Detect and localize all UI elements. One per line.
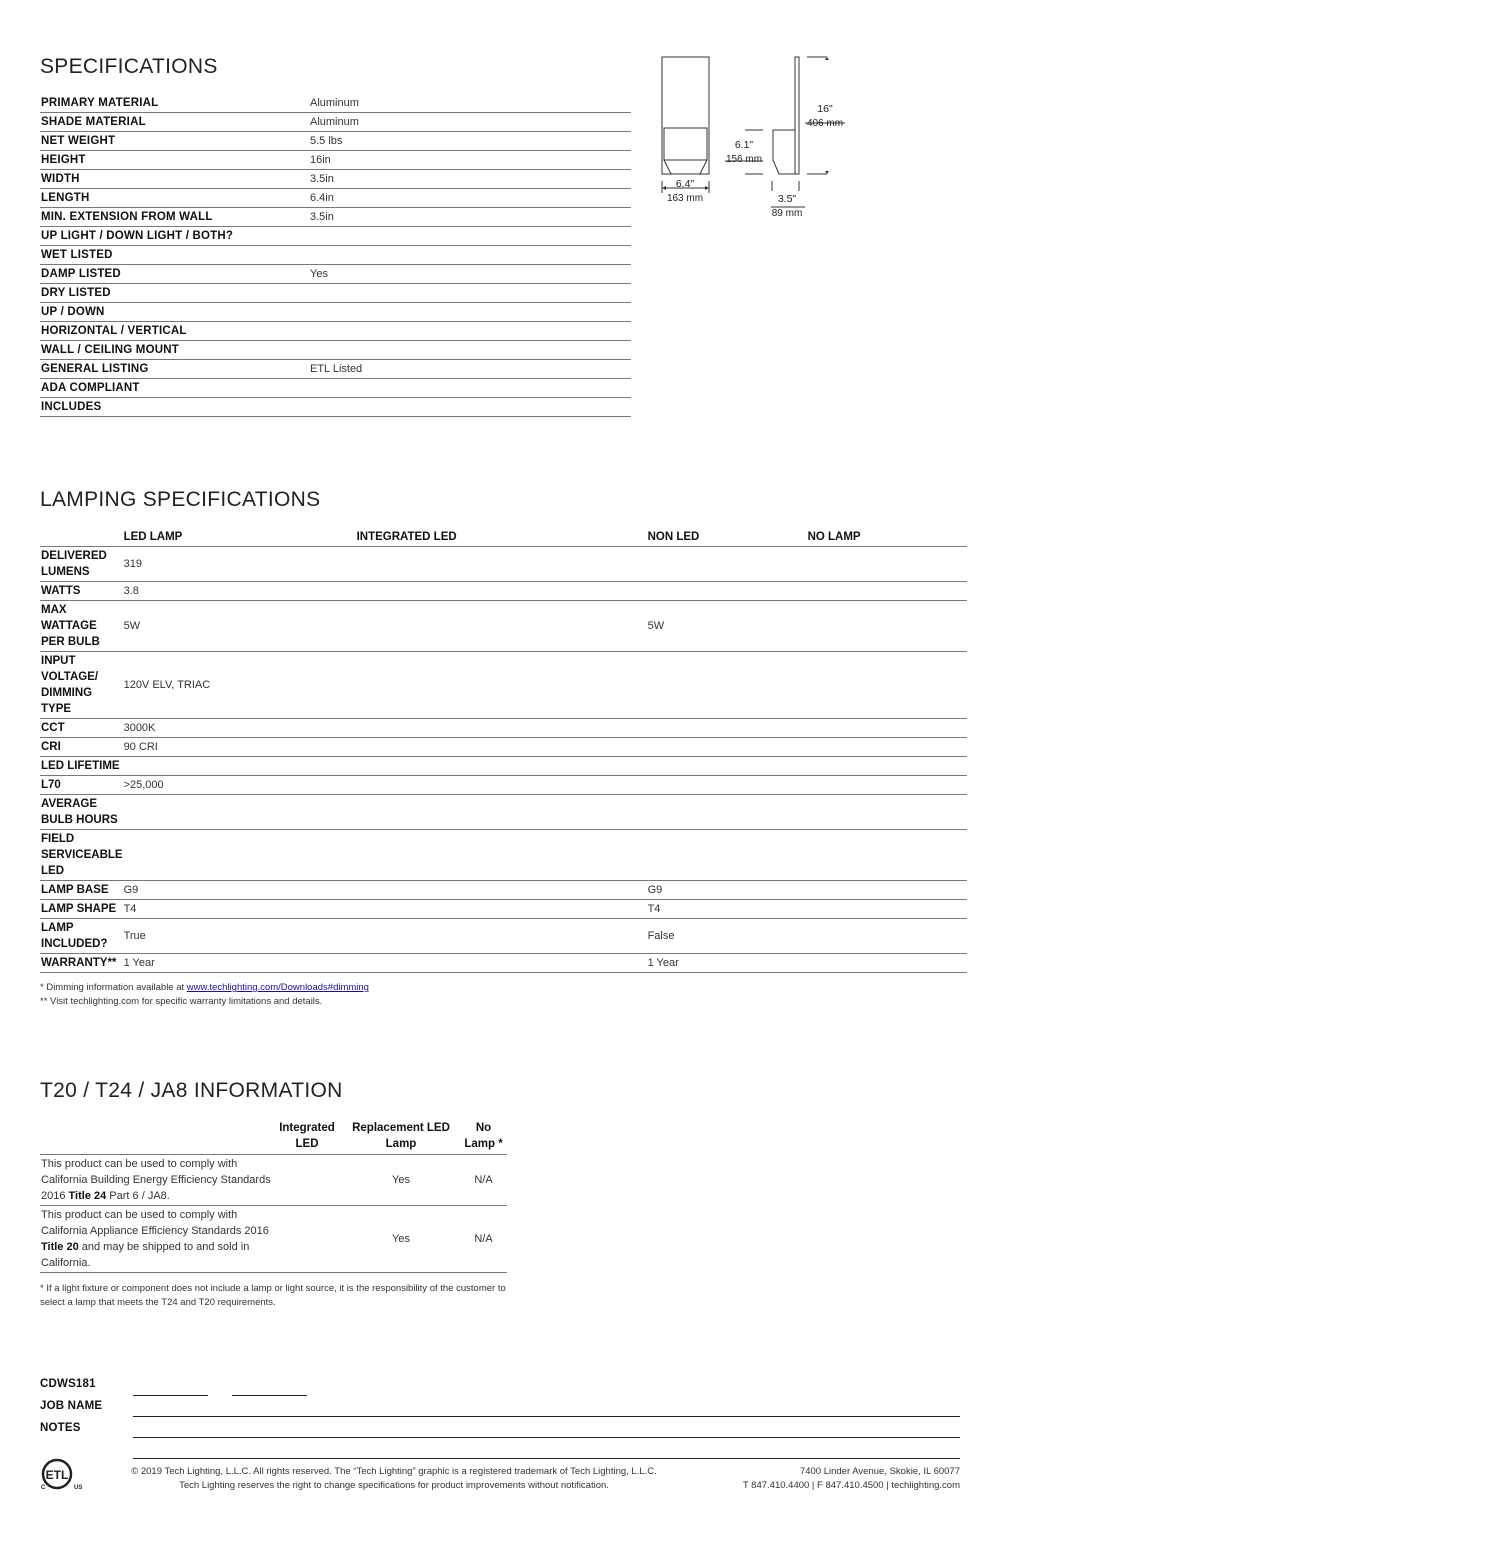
spec-label: SHADE MATERIAL	[40, 113, 309, 132]
lamping-cell-led-lamp: 319	[123, 547, 356, 582]
lamping-cell-led-lamp: 120V ELV, TRIAC	[123, 652, 356, 719]
spec-row	[40, 208, 631, 227]
spec-value	[309, 227, 631, 246]
t20-row-title20-bold: Title 20	[41, 1241, 79, 1253]
height-mm-label: 406 mm	[806, 118, 844, 129]
spec-label: ADA COMPLIANT	[40, 379, 309, 398]
spec-label: GENERAL LISTING	[40, 360, 309, 379]
lamping-cell-non-led	[647, 757, 807, 776]
lamping-cell-no-lamp	[807, 757, 967, 776]
dimming-note-text: * Dimming information available at	[40, 982, 187, 993]
spec-label: DAMP LISTED	[40, 265, 309, 284]
lamping-cell-non-led: T4	[647, 900, 807, 919]
lamping-cell-no-lamp	[807, 547, 967, 582]
lamping-row-label: DELIVERED LUMENS	[40, 547, 123, 582]
lamping-row	[40, 881, 967, 900]
spec-label: MIN. EXTENSION FROM WALL	[40, 208, 309, 227]
lamping-row	[40, 795, 967, 830]
length-mm-label: 163 mm	[666, 193, 704, 204]
footer-disclaimer: Tech Lighting reserves the right to change specifications for product improvements without notification.	[179, 1480, 609, 1491]
lamping-cell-non-led	[647, 652, 807, 719]
spec-row	[40, 113, 631, 132]
width-mm-label: 89 mm	[771, 208, 803, 219]
t20-row-title20-text: This product can be used to comply with California Appliance Efficiency Standards 2016	[41, 1209, 269, 1237]
lamping-cell-integrated-led	[356, 795, 647, 830]
spec-row	[40, 170, 631, 189]
t20-row-title24	[40, 1155, 507, 1206]
lamping-row-label: INPUT VOLTAGE/ DIMMING TYPE	[40, 652, 123, 719]
lamping-cell-no-lamp	[807, 830, 967, 881]
lamping-cell-integrated-led	[356, 776, 647, 795]
etl-logo-us: US	[74, 1485, 83, 1491]
lamping-table	[40, 528, 967, 973]
spec-row	[40, 246, 631, 265]
lamping-row	[40, 738, 967, 757]
model-field-1[interactable]	[133, 1395, 208, 1396]
t20-row-title24-desc	[40, 1155, 272, 1206]
t20-header-row	[40, 1120, 507, 1155]
notes-field-1[interactable]	[133, 1437, 960, 1438]
spec-label: LENGTH	[40, 189, 309, 208]
lamping-cell-integrated-led	[356, 738, 647, 757]
footer-phone: T 847.410.4400 | F 847.410.4500 | techlighting.com	[742, 1480, 960, 1491]
lamping-cell-non-led: 5W	[647, 601, 807, 652]
spec-label: NET WEIGHT	[40, 132, 309, 151]
spec-label: WALL / CEILING MOUNT	[40, 341, 309, 360]
lamping-cell-led-lamp: T4	[123, 900, 356, 919]
fixture-dimension-diagram	[655, 50, 855, 225]
lamping-row	[40, 601, 967, 652]
lamping-cell-no-lamp	[807, 719, 967, 738]
spec-row	[40, 94, 631, 113]
lamping-title: LAMPING SPECIFICATIONS	[40, 488, 321, 511]
lamping-header-row	[40, 528, 967, 547]
lamping-cell-integrated-led	[356, 900, 647, 919]
front-view-body	[662, 57, 709, 174]
spec-label: UP / DOWN	[40, 303, 309, 322]
lamping-row	[40, 900, 967, 919]
spec-value: 3.5in	[309, 170, 631, 189]
spec-value	[309, 284, 631, 303]
side-view-backplate	[795, 57, 799, 174]
spec-row	[40, 322, 631, 341]
lamping-cell-integrated-led	[356, 919, 647, 954]
lamping-cell-integrated-led	[356, 881, 647, 900]
spec-value: ETL Listed	[309, 360, 631, 379]
spec-value: 16in	[309, 151, 631, 170]
spec-value: 6.4in	[309, 189, 631, 208]
spec-row	[40, 303, 631, 322]
t20-col-nolamp: No Lamp *	[460, 1120, 507, 1155]
lamping-row-label: L70	[40, 776, 123, 795]
spec-row	[40, 379, 631, 398]
lamping-cell-no-lamp	[807, 900, 967, 919]
spec-row	[40, 265, 631, 284]
t20-row-title24-replacement: Yes	[342, 1155, 460, 1206]
specifications-title: SPECIFICATIONS	[40, 55, 218, 78]
t20-col-integrated: Integrated LED	[272, 1120, 342, 1155]
spec-label: PRIMARY MATERIAL	[40, 94, 309, 113]
lamping-cell-led-lamp	[123, 795, 356, 830]
shade-mm-label: 156 mm	[725, 154, 763, 165]
lamping-cell-non-led	[647, 547, 807, 582]
t20-title: T20 / T24 / JA8 INFORMATION	[40, 1079, 343, 1102]
lamping-row	[40, 757, 967, 776]
t20-table	[40, 1120, 507, 1273]
lamping-cell-integrated-led	[356, 719, 647, 738]
lamping-row	[40, 830, 967, 881]
lamping-cell-led-lamp: 3000K	[123, 719, 356, 738]
lamping-cell-led-lamp: True	[123, 919, 356, 954]
t20-row-title20-desc	[40, 1206, 272, 1273]
lamping-col-integrated-led: INTEGRATED LED	[356, 528, 647, 547]
lamping-cell-non-led: False	[647, 919, 807, 954]
warranty-note: ** Visit techlighting.com for specific warranty limitations and details.	[40, 996, 323, 1007]
lamping-cell-no-lamp	[807, 954, 967, 973]
lamping-row	[40, 719, 967, 738]
t20-row-title20-text-end: and may be shipped to and sold in California.	[41, 1241, 250, 1269]
lamping-cell-integrated-led	[356, 547, 647, 582]
lamping-row-label: MAX WATTAGE PER BULB	[40, 601, 123, 652]
t20-note: * If a light fixture or component does not include a lamp or light source, it is the responsibility of the customer to select a lamp that meets the T24 and T20 requirements.	[40, 1283, 506, 1308]
spec-label: WET LISTED	[40, 246, 309, 265]
lamping-cell-integrated-led	[356, 954, 647, 973]
etl-listed-logo	[38, 1458, 84, 1492]
lamping-row-label: CRI	[40, 738, 123, 757]
lamping-cell-led-lamp: G9	[123, 881, 356, 900]
job-name-field[interactable]	[133, 1416, 960, 1417]
lamping-cell-non-led: G9	[647, 881, 807, 900]
lamping-cell-non-led	[647, 830, 807, 881]
lamping-col-led-lamp: LED LAMP	[123, 528, 356, 547]
spec-value	[309, 341, 631, 360]
lamping-row-label: LAMP BASE	[40, 881, 123, 900]
lamping-row	[40, 652, 967, 719]
lamping-row-label: AVERAGE BULB HOURS	[40, 795, 123, 830]
t20-header-blank	[40, 1120, 272, 1155]
t20-row-title24-nolamp: N/A	[460, 1155, 507, 1206]
lamping-cell-led-lamp: 1 Year	[123, 954, 356, 973]
t20-row-title20-nolamp: N/A	[460, 1206, 507, 1273]
notes-field-2[interactable]	[133, 1458, 960, 1459]
lamping-cell-no-lamp	[807, 738, 967, 757]
footer-copyright: © 2019 Tech Lighting, L.L.C. All rights reserved. The “Tech Lighting” graphic is a registered trademark of Tech Lighting, L.L.C.	[131, 1466, 657, 1477]
t20-col-replacement: Replacement LED Lamp	[342, 1120, 460, 1155]
job-name-label: JOB NAME	[40, 1400, 103, 1412]
spec-row	[40, 151, 631, 170]
etl-logo-text: ETL	[45, 1468, 69, 1482]
spec-value	[309, 379, 631, 398]
spec-value	[309, 246, 631, 265]
lamping-cell-no-lamp	[807, 601, 967, 652]
spec-value	[309, 398, 631, 417]
spec-value: 3.5in	[309, 208, 631, 227]
dimming-note	[40, 982, 369, 993]
spec-label: INCLUDES	[40, 398, 309, 417]
spec-label: UP LIGHT / DOWN LIGHT / BOTH?	[40, 227, 309, 246]
lamping-cell-non-led: 1 Year	[647, 954, 807, 973]
lamping-cell-no-lamp	[807, 919, 967, 954]
lamping-row-label: FIELD SERVICEABLE LED	[40, 830, 123, 881]
lamping-row	[40, 954, 967, 973]
shade-in-label: 6.1"	[734, 139, 754, 151]
lamping-cell-led-lamp	[123, 830, 356, 881]
model-field-2[interactable]	[232, 1395, 307, 1396]
spec-label: DRY LISTED	[40, 284, 309, 303]
lamping-cell-no-lamp	[807, 652, 967, 719]
lamping-cell-integrated-led	[356, 830, 647, 881]
lamping-cell-integrated-led	[356, 757, 647, 776]
footer-legal	[110, 1465, 678, 1493]
lamping-row	[40, 776, 967, 795]
spec-row	[40, 398, 631, 417]
lamping-cell-led-lamp	[123, 757, 356, 776]
lamping-row-label: WARRANTY**	[40, 954, 123, 973]
lamping-row	[40, 919, 967, 954]
t20-row-title20-replacement: Yes	[342, 1206, 460, 1273]
front-view-shade	[664, 128, 707, 160]
model-number: CDWS181	[40, 1378, 96, 1390]
lamping-cell-led-lamp: >25,000	[123, 776, 356, 795]
lamping-cell-non-led	[647, 582, 807, 601]
spec-row	[40, 189, 631, 208]
lamping-row-label: CCT	[40, 719, 123, 738]
t20-row-title24-integrated	[272, 1155, 342, 1206]
lamping-cell-integrated-led	[356, 652, 647, 719]
lamping-col-non-led: NON LED	[647, 528, 807, 547]
lamping-cell-led-lamp: 3.8	[123, 582, 356, 601]
lamping-cell-led-lamp: 90 CRI	[123, 738, 356, 757]
footer-address: 7400 Linder Avenue, Skokie, IL 60077	[799, 1466, 960, 1477]
height-in-label: 16"	[817, 103, 833, 115]
lamping-header-blank	[40, 528, 123, 547]
spec-value: Yes	[309, 265, 631, 284]
t20-row-title24-bold: Title 24	[68, 1190, 107, 1202]
notes-label: NOTES	[40, 1422, 81, 1434]
spec-row	[40, 341, 631, 360]
lamping-row	[40, 582, 967, 601]
lamping-row-label: WATTS	[40, 582, 123, 601]
lamping-row-label: LED LIFETIME	[40, 757, 123, 776]
footer-contact	[700, 1465, 960, 1493]
spec-row	[40, 227, 631, 246]
spec-row	[40, 132, 631, 151]
lamping-cell-integrated-led	[356, 601, 647, 652]
spec-label: HORIZONTAL / VERTICAL	[40, 322, 309, 341]
spec-value: Aluminum	[309, 94, 631, 113]
lamping-cell-non-led	[647, 795, 807, 830]
spec-value: Aluminum	[309, 113, 631, 132]
lamping-cell-no-lamp	[807, 582, 967, 601]
lamping-cell-non-led	[647, 738, 807, 757]
spec-row	[40, 284, 631, 303]
lamping-cell-no-lamp	[807, 795, 967, 830]
specifications-table	[40, 94, 631, 417]
lamping-cell-no-lamp	[807, 776, 967, 795]
width-in-label: 3.5"	[777, 193, 797, 205]
t20-row-title24-text: This product can be used to comply with California Building Energy Efficiency Standards 2016	[41, 1158, 271, 1202]
lamping-row	[40, 547, 967, 582]
lamping-cell-integrated-led	[356, 582, 647, 601]
spec-label: WIDTH	[40, 170, 309, 189]
spec-value	[309, 303, 631, 322]
t20-row-title20	[40, 1206, 507, 1273]
spec-value: 5.5 lbs	[309, 132, 631, 151]
spec-value	[309, 322, 631, 341]
lamping-cell-no-lamp	[807, 881, 967, 900]
spec-row	[40, 360, 631, 379]
dimming-link[interactable]: www.techlighting.com/Downloads#dimming	[186, 982, 369, 993]
lamping-row-label: LAMP SHAPE	[40, 900, 123, 919]
lamping-row-label: LAMP INCLUDED?	[40, 919, 123, 954]
length-in-label: 6.4"	[675, 178, 695, 190]
lamping-cell-led-lamp: 5W	[123, 601, 356, 652]
etl-logo-c: C	[41, 1485, 46, 1491]
lamping-col-no-lamp: NO LAMP	[807, 528, 967, 547]
lamping-cell-non-led	[647, 776, 807, 795]
lamping-cell-non-led	[647, 719, 807, 738]
t20-row-title24-text-end: Part 6 / JA8.	[106, 1190, 170, 1202]
spec-label: HEIGHT	[40, 151, 309, 170]
t20-row-title20-integrated	[272, 1206, 342, 1273]
